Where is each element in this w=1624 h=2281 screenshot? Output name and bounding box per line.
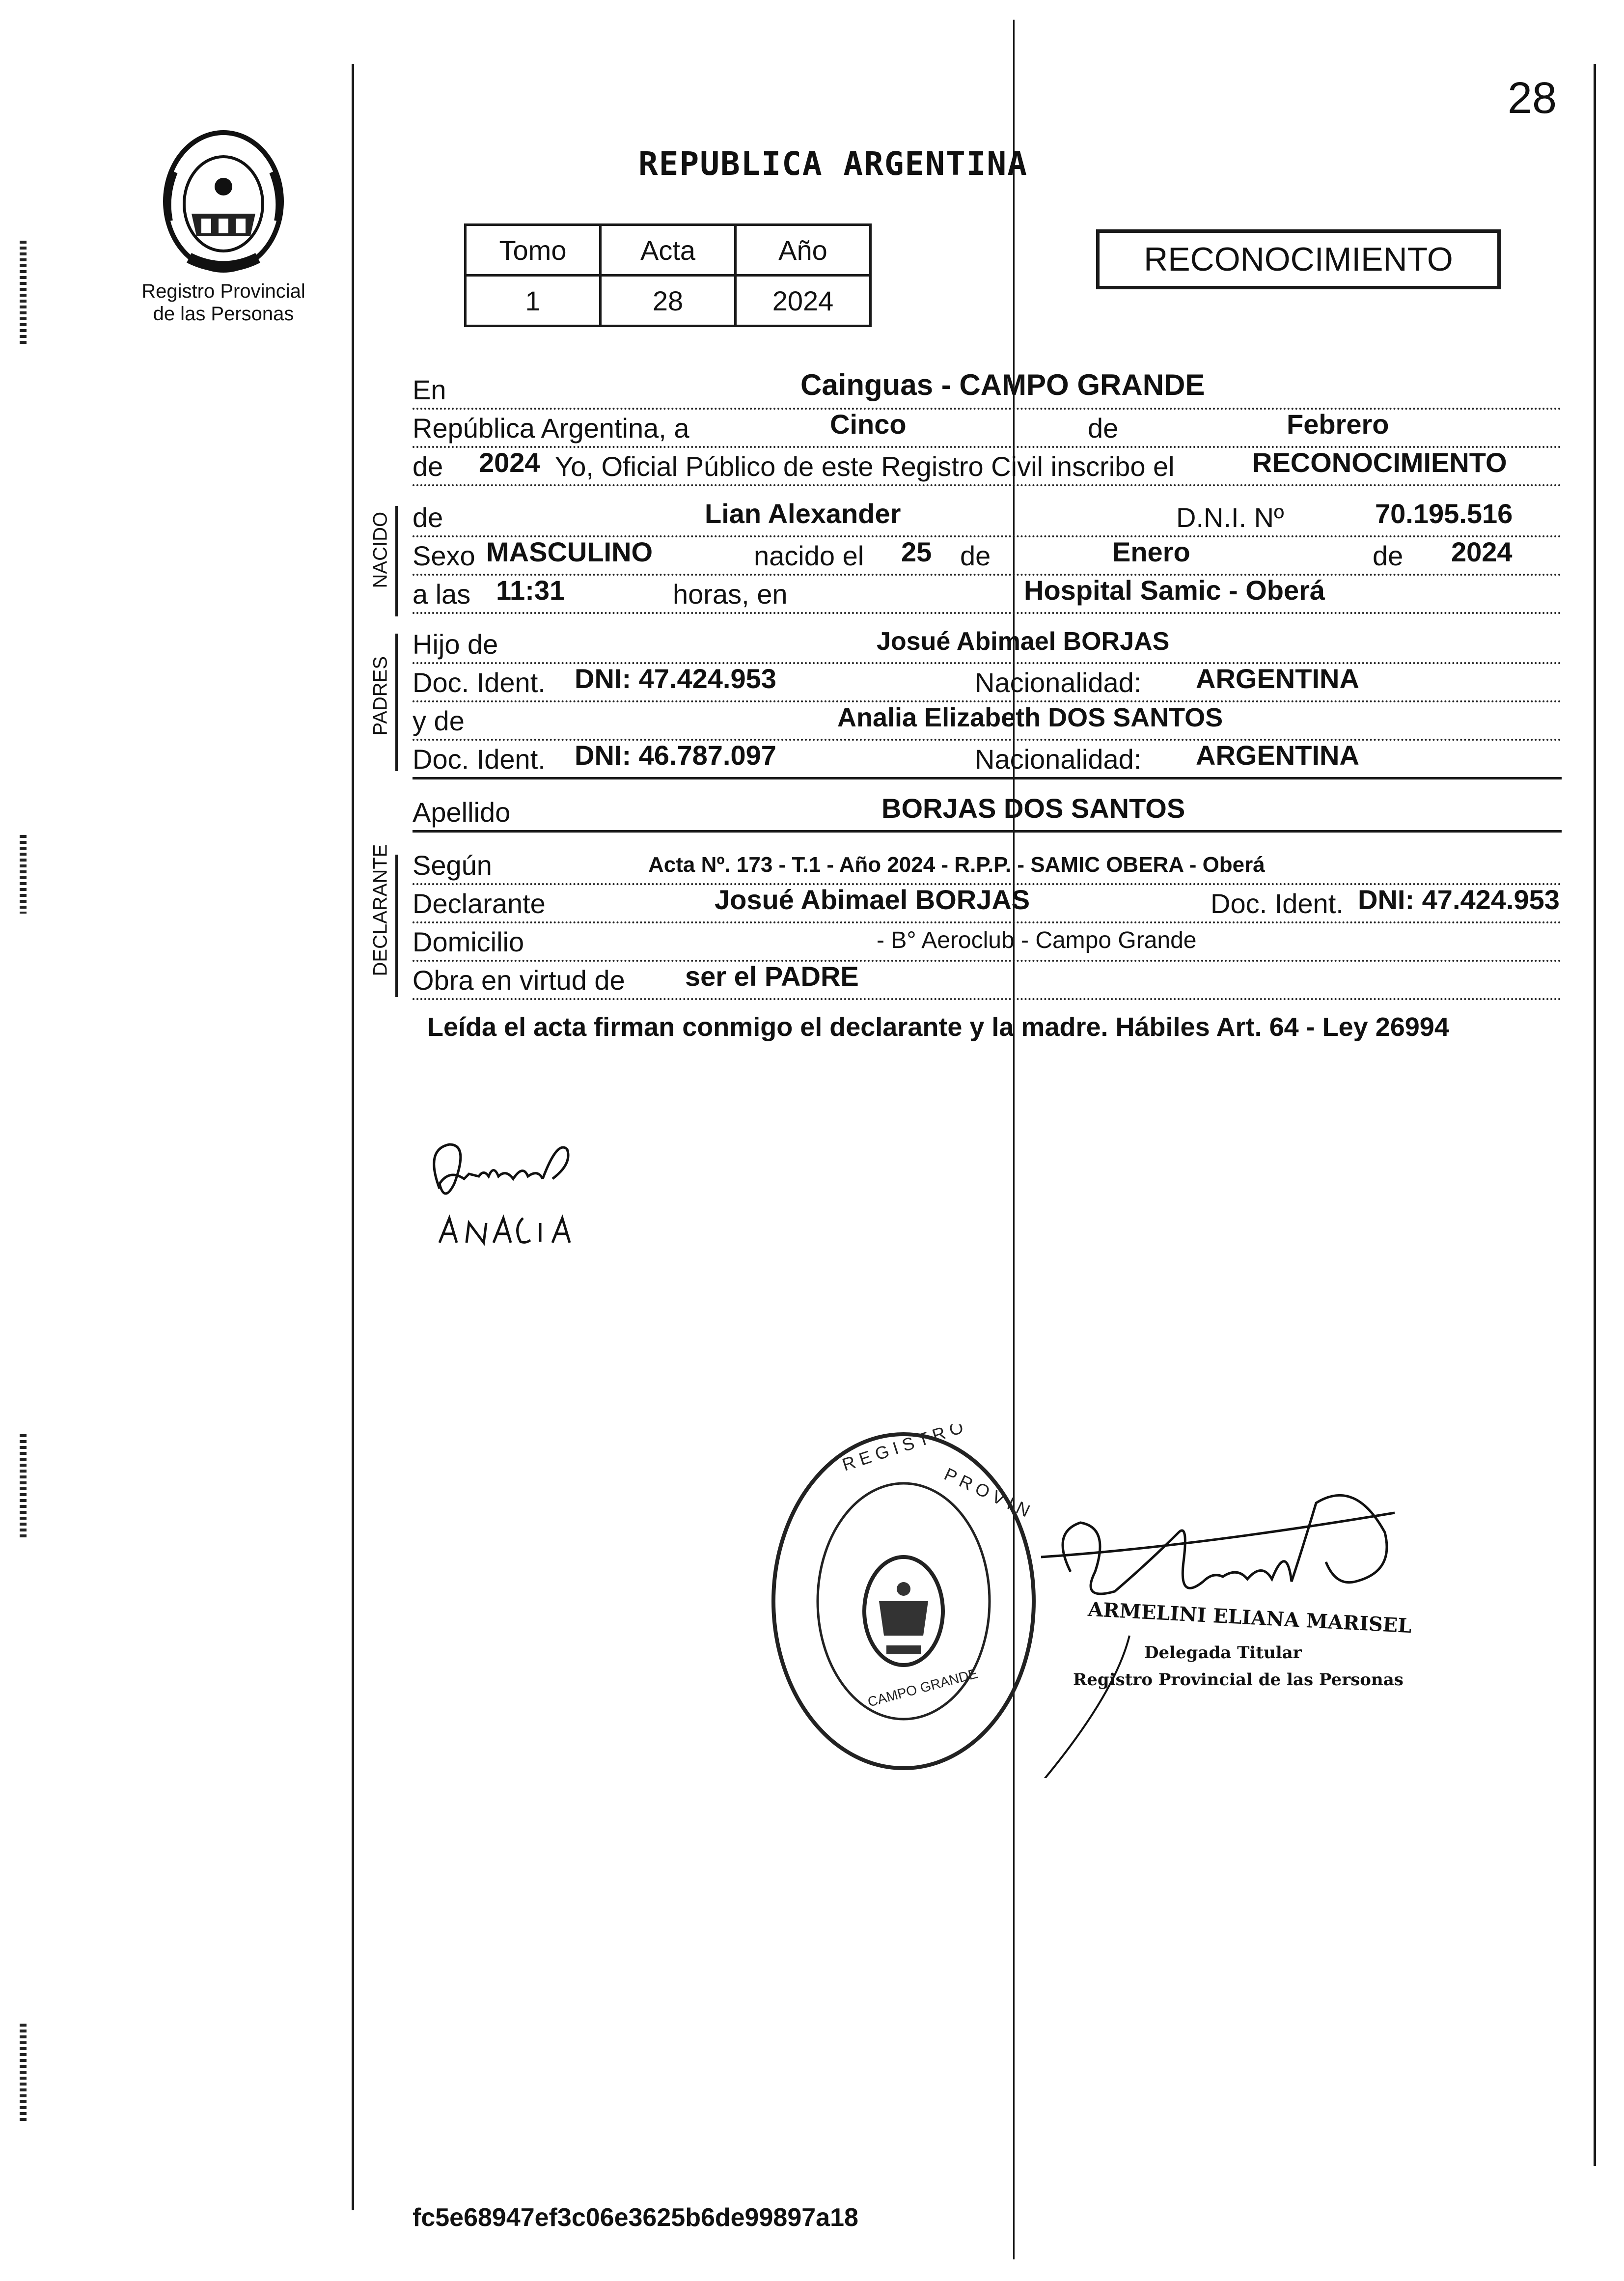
label-de3: de xyxy=(413,502,443,533)
nacido-bracket xyxy=(395,506,398,616)
label-de: de xyxy=(1088,413,1119,444)
table-value-tomo: 1 xyxy=(466,276,601,326)
org-name-line2: de las Personas xyxy=(153,303,294,325)
row-mother-name xyxy=(413,700,1562,741)
svg-text:R E G I S T R O: R E G I S T R O xyxy=(839,1424,966,1475)
row-hour xyxy=(413,574,1562,614)
value-child-dni: 70.195.516 xyxy=(1375,498,1513,529)
nacido-section-label: NACIDO xyxy=(369,511,391,588)
record-type-box: RECONOCIMIENTO xyxy=(1096,229,1501,289)
official-stamp xyxy=(766,1424,1041,1778)
value-segun: Acta Nº. 173 - T.1 - Año 2024 - R.P.P. - SAMIC OBERA - Oberá xyxy=(648,853,1265,877)
fold-line xyxy=(1013,20,1015,2259)
value-mother-nationality: ARGENTINA xyxy=(1196,740,1359,771)
label-domicilio: Domicilio xyxy=(413,926,524,957)
label-nacionalidad2: Nacionalidad: xyxy=(975,744,1142,775)
label-dni: D.N.I. Nº xyxy=(1176,502,1284,533)
value-obra: ser el PADRE xyxy=(685,961,859,992)
value-inscribe: RECONOCIMIENTO xyxy=(1252,447,1507,478)
scan-mark xyxy=(20,1434,27,1537)
table-header-ano: Año xyxy=(736,225,871,276)
left-frame-line xyxy=(352,64,354,2210)
page-number: 28 xyxy=(1508,74,1557,123)
signature-marks xyxy=(420,1130,646,1277)
scan-mark xyxy=(20,835,27,914)
table-header-tomo: Tomo xyxy=(466,225,601,276)
row-domicilio xyxy=(413,921,1562,962)
label-declarante: Declarante xyxy=(413,888,546,919)
document-title: REPUBLICA ARGENTINA xyxy=(638,145,1028,183)
row-mother-doc xyxy=(413,739,1562,779)
label-de5: de xyxy=(1373,540,1404,571)
value-birth-year: 2024 xyxy=(1451,536,1513,567)
table-header-acta: Acta xyxy=(601,225,736,276)
row-en xyxy=(413,369,1562,410)
value-domicilio: - B° Aeroclub - Campo Grande xyxy=(877,927,1197,953)
province-seal-emblem xyxy=(155,123,292,280)
row-birth xyxy=(413,535,1562,576)
row-child-name xyxy=(413,497,1562,537)
label-de4: de xyxy=(960,540,991,571)
label-republica: República Argentina, a xyxy=(413,413,689,444)
value-mother-name: Analia Elizabeth DOS SANTOS xyxy=(837,703,1223,732)
label-nacionalidad: Nacionalidad: xyxy=(975,667,1142,698)
label-doc3: Doc. Ident. xyxy=(1211,888,1344,919)
scan-mark xyxy=(20,2024,27,2122)
padres-bracket xyxy=(395,634,398,771)
official-name: ARMELINI ELIANA MARISEL xyxy=(1087,1597,1412,1638)
value-birth-place: Hospital Samic - Oberá xyxy=(1024,575,1325,606)
scan-mark xyxy=(20,241,27,344)
label-en: En xyxy=(413,374,446,405)
value-apellido: BORJAS DOS SANTOS xyxy=(881,793,1185,824)
row-segun xyxy=(413,845,1562,885)
row-father-doc xyxy=(413,662,1562,702)
value-hour: 11:31 xyxy=(496,575,565,606)
label-oficial: Yo, Oficial Público de este Registro Civil inscribo el xyxy=(555,451,1175,482)
row-declarante xyxy=(413,883,1562,923)
value-birth-month: Enero xyxy=(1112,536,1190,567)
value-month: Febrero xyxy=(1287,409,1389,440)
value-sexo: MASCULINO xyxy=(486,536,653,567)
padres-section-label: PADRES xyxy=(369,656,391,736)
label-apellido: Apellido xyxy=(413,797,511,828)
stamp-seal xyxy=(766,1424,1041,1778)
label-nacido: nacido el xyxy=(754,540,864,571)
value-mother-doc: DNI: 46.787.097 xyxy=(575,740,776,771)
row-apellido xyxy=(413,792,1562,833)
label-segun: Según xyxy=(413,850,492,881)
label-doc2: Doc. Ident. xyxy=(413,744,546,775)
label-de2: de xyxy=(413,451,443,482)
declarante-section-label: DECLARANTE xyxy=(369,844,391,976)
value-place: Cainguas - CAMPO GRANDE xyxy=(800,368,1205,401)
label-alas: a las xyxy=(413,579,471,610)
label-horas: horas, en xyxy=(673,579,788,610)
value-declarante-doc: DNI: 47.424.953 xyxy=(1358,884,1560,915)
row-father-name xyxy=(413,624,1562,664)
declarante-bracket xyxy=(395,855,398,997)
label-obra: Obra en virtud de xyxy=(413,965,625,996)
label-hijo: Hijo de xyxy=(413,629,498,660)
closing-note: Leída el acta firman conmigo el declarante y la madre. Hábiles Art. 64 - Ley 26994 xyxy=(427,1012,1449,1042)
value-father-doc: DNI: 47.424.953 xyxy=(575,663,776,694)
svg-text:CAMPO GRANDE: CAMPO GRANDE xyxy=(866,1666,979,1710)
table-value-acta: 28 xyxy=(601,276,736,326)
right-frame-line xyxy=(1594,64,1596,2166)
svg-text:P R O V I N: P R O V I N xyxy=(941,1464,1033,1521)
value-day: Cinco xyxy=(830,409,907,440)
label-yde: y de xyxy=(413,705,465,736)
table-value-ano: 2024 xyxy=(736,276,871,326)
value-father-name: Josué Abimael BORJAS xyxy=(877,627,1170,656)
row-year xyxy=(413,446,1562,486)
value-father-nationality: ARGENTINA xyxy=(1196,663,1359,694)
label-doc: Doc. Ident. xyxy=(413,667,546,698)
official-title: Delegada Titular xyxy=(1144,1643,1302,1663)
document-hash: fc5e68947ef3c06e3625b6de99897a18 xyxy=(413,2203,858,2232)
value-year: 2024 xyxy=(479,447,540,478)
row-date xyxy=(413,408,1562,448)
record-number-table xyxy=(464,223,872,327)
value-child-name: Lian Alexander xyxy=(705,498,901,529)
label-sexo: Sexo xyxy=(413,540,475,571)
org-name-line1: Registro Provincial xyxy=(141,280,305,302)
value-declarante: Josué Abimael BORJAS xyxy=(715,884,1030,915)
value-birth-day: 25 xyxy=(901,536,932,567)
province-seal xyxy=(155,123,292,280)
declarant-signatures xyxy=(420,1130,646,1277)
org-name xyxy=(125,280,322,325)
row-obra xyxy=(413,960,1562,1000)
official-org: Registro Provincial de las Personas xyxy=(1073,1670,1404,1690)
